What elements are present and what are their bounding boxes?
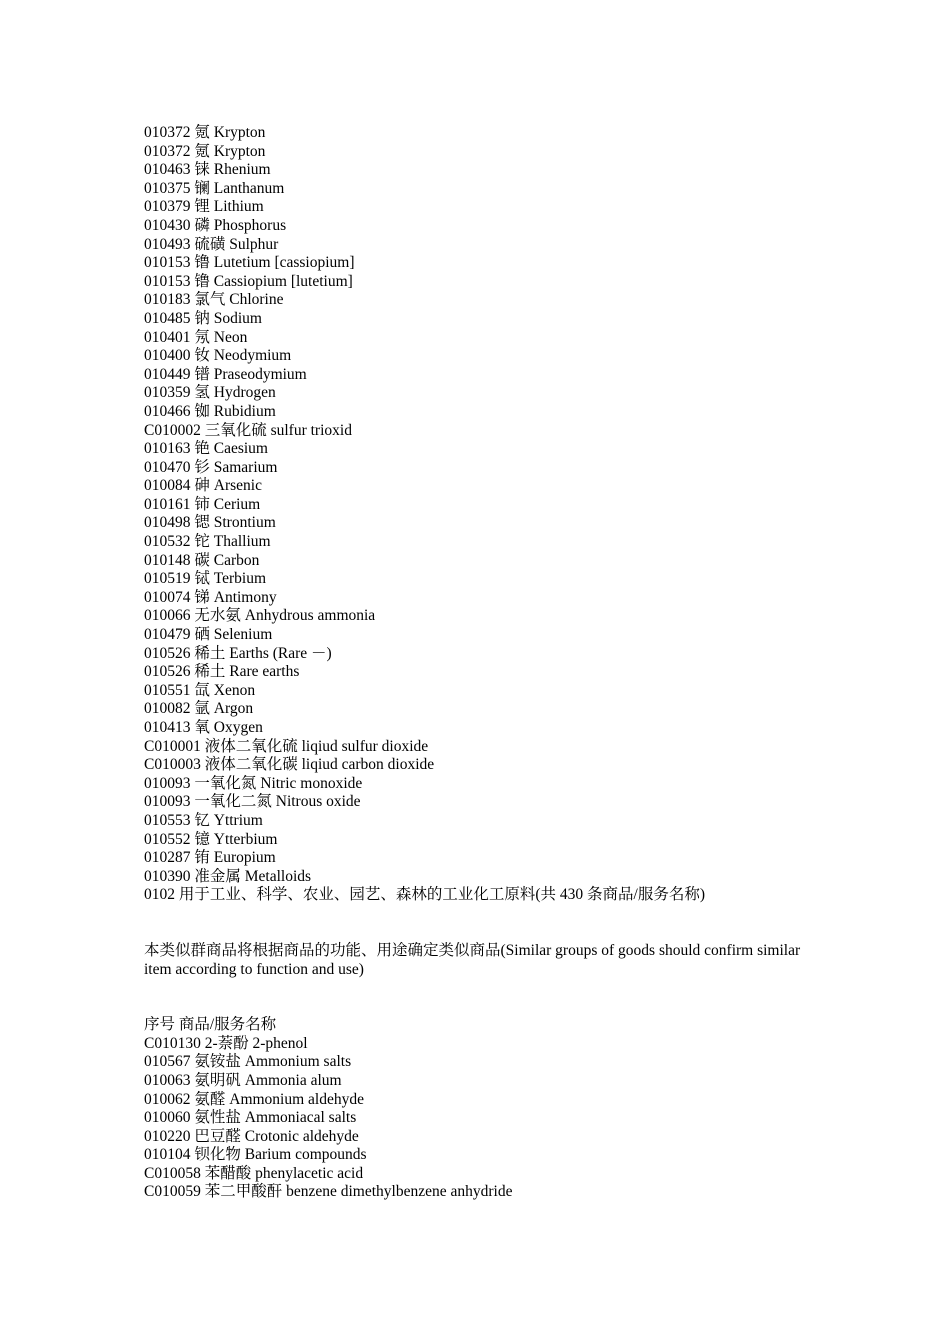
list-item: 010552 镱 Ytterbium xyxy=(144,830,278,848)
list-item: 010551 氙 Xenon xyxy=(144,681,256,699)
list-item: 010183 氯气 Chlorine xyxy=(144,291,284,309)
list-item: 010163 铯 Caesium xyxy=(144,440,268,458)
list-item: 010390 准金属 Metalloids xyxy=(144,867,312,885)
list-item: C010059 苯二甲酸酐 benzene dimethylbenzene anhydride xyxy=(144,1183,513,1201)
list-item: 010148 碳 Carbon xyxy=(144,551,260,569)
spacer xyxy=(144,905,824,942)
list-item: 010287 铕 Europium xyxy=(144,849,276,867)
list-item: C010001 液体二氧化硫 liqiud sulfur dioxide xyxy=(144,737,429,755)
list-item: 010400 钕 Neodymium xyxy=(144,347,292,365)
list-item: 010526 稀土 Rare earths xyxy=(144,663,300,681)
list-item: 010526 稀土 Earths (Rare －) xyxy=(144,644,332,662)
list-item: 010470 钐 Samarium xyxy=(144,458,278,476)
list-item: 010372 氪 Krypton xyxy=(144,142,266,160)
goods-list-section-2 xyxy=(144,1016,824,1202)
list-item: 010153 镥 Lutetium [cassiopium] xyxy=(144,254,355,272)
list-item: 010084 砷 Arsenic xyxy=(144,477,262,495)
list-item: 010401 氖 Neon xyxy=(144,328,248,346)
list-item: 010463 铼 Rhenium xyxy=(144,161,271,179)
list-item: 010060 氨性盐 Ammoniacal salts xyxy=(144,1109,357,1127)
list-item: 010082 氩 Argon xyxy=(144,700,254,718)
list-item: 010413 氧 Oxygen xyxy=(144,719,263,736)
list-item: 010479 硒 Selenium xyxy=(144,626,273,644)
list-item: 010493 硫磺 Sulphur xyxy=(144,235,279,253)
table-header: 序号 商品/服务名称 xyxy=(144,1016,277,1034)
list-item: 010372 氪 Krypton xyxy=(144,124,266,141)
list-item: 010062 氨醛 Ammonium aldehyde xyxy=(144,1090,364,1108)
list-item: 010104 钡化物 Barium compounds xyxy=(144,1146,367,1164)
list-item: 010532 铊 Thallium xyxy=(144,533,271,551)
list-item: 010567 氨铵盐 Ammonium salts xyxy=(144,1053,352,1071)
list-item: 010153 镥 Cassiopium [lutetium] xyxy=(144,272,353,290)
group-heading: 0102 用于工业、科学、农业、园艺、森林的工业化工原料(共 430 条商品/服务名称) xyxy=(144,886,706,904)
list-item: 010379 锂 Lithium xyxy=(144,198,264,216)
list-item: 010553 钇 Yttrium xyxy=(144,811,263,829)
list-item: 010430 磷 Phosphorus xyxy=(144,216,287,234)
list-item: 010498 锶 Strontium xyxy=(144,514,276,532)
list-item: C010003 液体二氧化碳 liqiud carbon dioxide xyxy=(144,756,435,774)
list-item: 010449 镨 Praseodymium xyxy=(144,365,307,383)
document-page xyxy=(144,124,824,1202)
list-item: 010161 铈 Cerium xyxy=(144,495,261,513)
spacer xyxy=(144,979,824,1016)
goods-list-section-1 xyxy=(144,124,824,905)
similar-goods-note: 本类似群商品将根据商品的功能、用途确定类似商品(Similar groups of goods should confirm similar item according to function and use) xyxy=(144,941,801,978)
list-item: 010093 一氧化氮 Nitric monoxide xyxy=(144,774,363,792)
list-item: 010359 氢 Hydrogen xyxy=(144,384,276,402)
list-item: 010485 钠 Sodium xyxy=(144,309,262,327)
list-item: 010074 锑 Antimony xyxy=(144,588,277,606)
list-item: C010058 苯醋酸 phenylacetic acid xyxy=(144,1164,364,1182)
list-item: C010002 三氧化硫 sulfur trioxid xyxy=(144,421,352,439)
list-item: 010466 铷 Rubidium xyxy=(144,402,276,420)
list-item: 010093 一氧化二氮 Nitrous oxide xyxy=(144,793,361,811)
list-item: 010066 无水氨 Anhydrous ammonia xyxy=(144,607,376,625)
list-item: 010220 巴豆醛 Crotonic aldehyde xyxy=(144,1127,359,1145)
list-item: 010519 铽 Terbium xyxy=(144,570,267,588)
list-item: 010375 镧 Lanthanum xyxy=(144,179,285,197)
list-item: 010063 氨明矾 Ammonia alum xyxy=(144,1071,342,1089)
list-item: C010130 2-萘酚 2-phenol xyxy=(144,1034,308,1052)
